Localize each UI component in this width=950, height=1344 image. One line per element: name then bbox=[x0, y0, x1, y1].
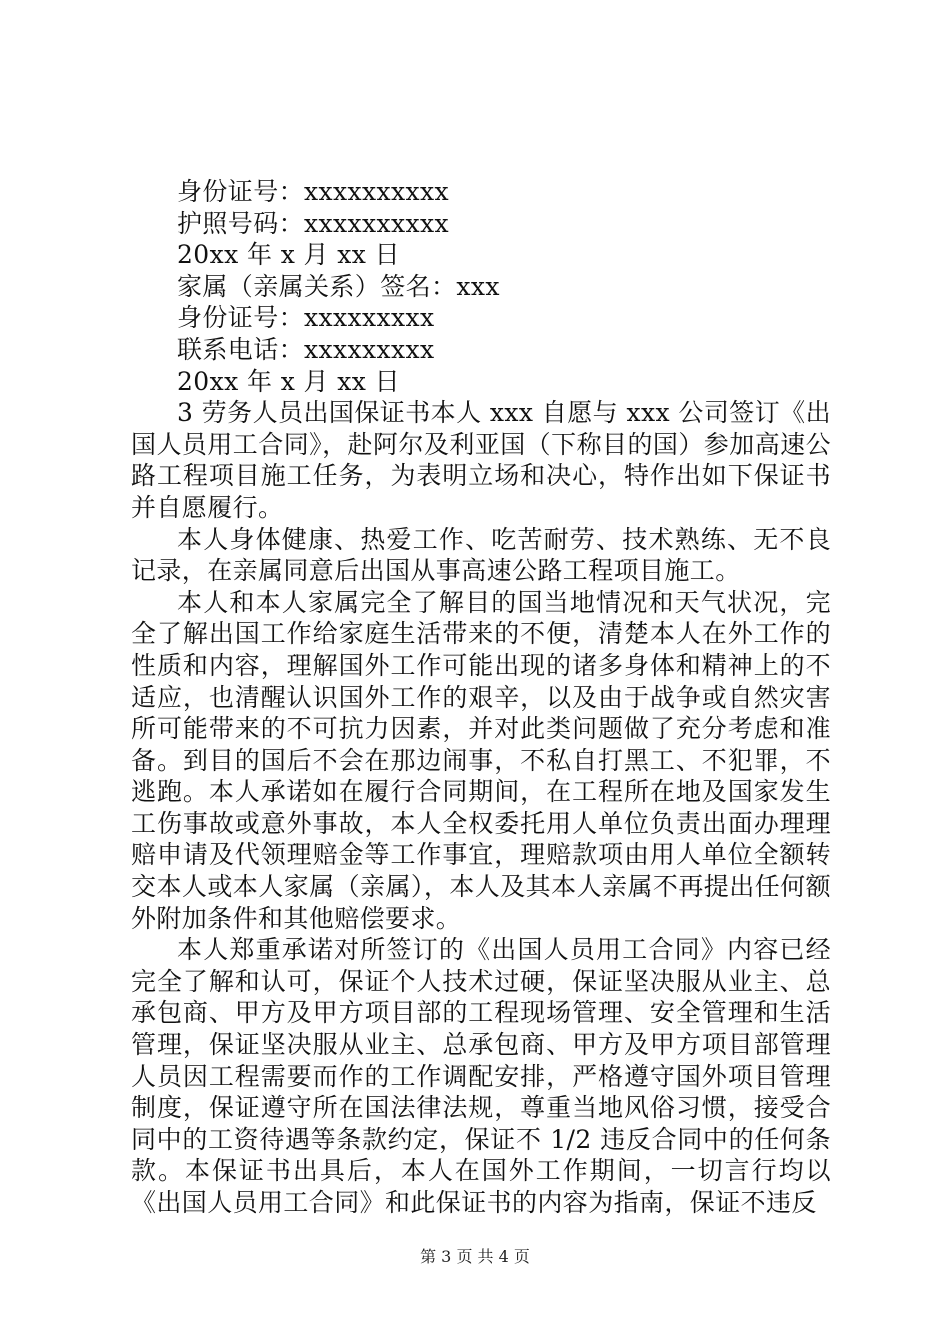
id-number-line: 身份证号：xxxxxxxxxx bbox=[177, 177, 449, 206]
page-footer: 第 3 页 共 4 页 bbox=[420, 1247, 530, 1266]
family-id-number-line: 身份证号：xxxxxxxxx bbox=[177, 303, 435, 333]
document-body bbox=[131, 176, 831, 1219]
paragraph-health: 本人身体健康、热爱工作、吃苦耐劳、技术熟练、无不良记录，在亲属同意后出国从事高速公路工程项目施工。 bbox=[131, 524, 831, 586]
family-signature-line: 家属（亲属关系）签名：xxx bbox=[177, 271, 500, 301]
family-date-line: 20xx 年 x 月 xx 日 bbox=[177, 366, 401, 396]
date-line: 20xx 年 x 月 xx 日 bbox=[177, 240, 401, 270]
paragraph-commitment: 本人郑重承诺对所签订的《出国人员用工合同》内容已经完全了解和认可，保证个人技术过硬，保证坚决服从业主、总承包商、甲方及甲方项目部的工程现场管理、安全管理和生活管理，保证坚决服从业主、总承包商、甲方及甲方项目部管理人员因工程需要而作的工作调配安排，严格遵守国外项目管理制度，保证遵守所在国法律法规，尊重当地风俗习惯，接受合同中的工资待遇等条款约定，保证不 1/2 违反合同中的任何条款。本保证书出具后，本人在国外工作期间，一切言行均以《出国人员用工合同》和此保证书的内容为指南，保证不违反 bbox=[131, 935, 831, 1217]
contact-phone-line: 联系电话：xxxxxxxxx bbox=[177, 334, 435, 364]
passport-number-line: 护照号码：xxxxxxxxxx bbox=[177, 208, 449, 238]
paragraph-understanding: 本人和本人家属完全了解目的国当地情况和天气状况，完全了解出国工作给家庭生活带来的不便，清楚本人在外工作的性质和内容，理解国外工作可能出现的诸多身体和精神上的不适应，也清醒认识国外工作的艰辛，以及由于战争或自然灾害所可能带来的不可抗力因素，并对此类问题做了充分考虑和准备。到目的国后不会在那边闹事，不私自打黑工、不犯罪，不逃跑。本人承诺如在履行合同期间，在工程所在地及国家发生工伤事故或意外事故，本人全权委托用人单位负责出面办理理赔申请及代领理赔金等工作事宜，理赔款项由用人单位全额转交本人或本人家属（亲属），本人及其本人亲属不再提出任何额外附加条件和其他赔偿要求。 bbox=[131, 587, 831, 933]
paragraph-intro: 3 劳务人员出国保证书本人 xxx 自愿与 xxx 公司签订《出国人员用工合同》，赴阿尔及利亚国（下称目的国）参加高速公路工程项目施工任务，为表明立场和决心，特作出如下保证书并自愿履行。 bbox=[131, 398, 831, 522]
